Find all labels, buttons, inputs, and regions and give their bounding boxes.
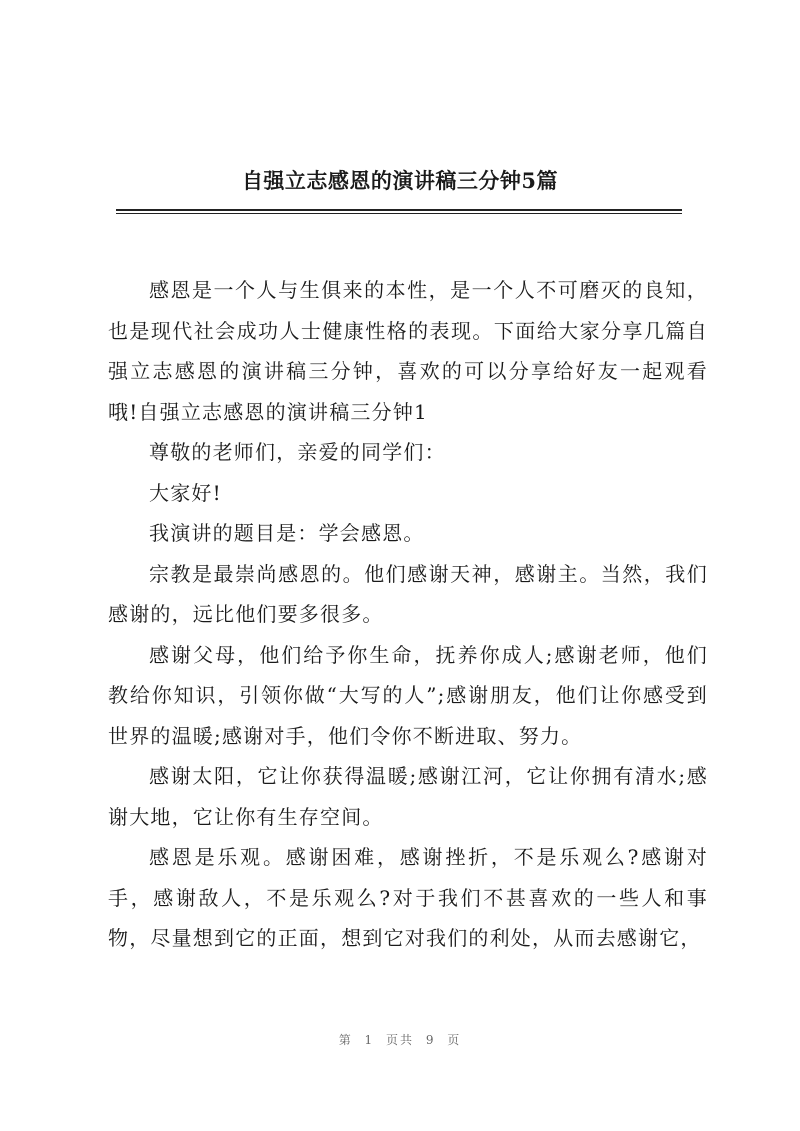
paragraph: 感谢父母，他们给予你生命，抚养你成人;感谢老师，他们教给你知识，引领你做“大写的人”;感谢朋友，他们让你感受到世界的温暖;感谢对手，他们令你不断进取、努力。	[108, 642, 708, 748]
paragraph: 尊敬的老师们，亲爱的同学们：	[149, 440, 446, 464]
document-body	[108, 270, 708, 959]
document-title: 自强立志感恩的演讲稿三分钟5篇	[241, 168, 559, 193]
paragraph: 感恩是乐观。感谢困难，感谢挫折，不是乐观么?感谢对手，感谢敌人，不是乐观么?对于我们不甚喜欢的一些人和事物，尽量想到它的正面，想到它对我们的利处，从而去感谢它，	[108, 845, 708, 950]
paragraph: 感恩是一个人与生俱来的本性，是一个人不可磨灭的良知，也是现代社会成功人士健康性格的表现。下面给大家分享几篇自强立志感恩的演讲稿三分钟，喜欢的可以分享给好友一起观看哦!自强立志感恩的演讲稿三分钟1	[108, 278, 708, 424]
paragraph: 宗教是最崇尚感恩的。他们感谢天神，感谢主。当然，我们感谢的，远比他们要多很多。	[108, 561, 708, 626]
page-number-footer: 第 1 页共 9 页	[338, 1033, 462, 1047]
paragraph: 感谢太阳，它让你获得温暖;感谢江河，它让你拥有清水;感谢大地，它让你有生存空间。	[108, 764, 708, 829]
title-divider	[116, 209, 682, 214]
paragraph: 我演讲的题目是：学会感恩。	[149, 521, 425, 545]
paragraph: 大家好!	[149, 480, 222, 505]
